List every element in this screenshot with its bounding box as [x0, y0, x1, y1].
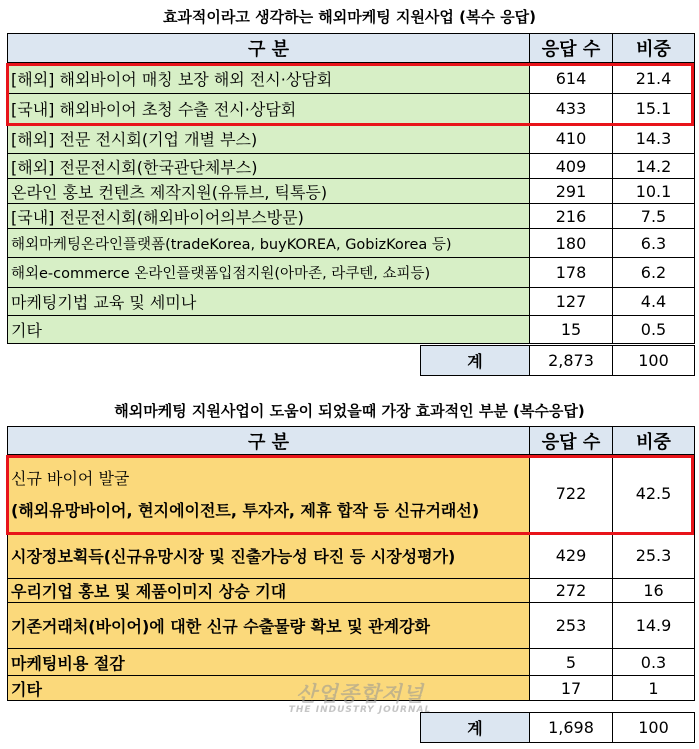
- table2: [7, 426, 695, 701]
- row-label: 온라인 홍보 컨텐츠 제작지원(유튜브, 틱톡등): [8, 179, 530, 204]
- row-label: 기타: [8, 676, 530, 701]
- col-header-share: 비중: [613, 427, 695, 455]
- row-label: [해외] 전문 전시회(기업 개별 부스): [8, 124, 530, 154]
- row-count: 429: [530, 533, 613, 579]
- col-header-category: 구 분: [8, 34, 530, 63]
- row-label: [국내] 전문전시회(해외바이어의부스방문): [8, 204, 530, 229]
- col-header-count: 응답 수: [530, 427, 613, 455]
- watermark-name: 산업종합저널: [296, 682, 424, 706]
- row-count: 180: [530, 229, 613, 258]
- row-label: 시장정보획득(신규유망시장 및 진출가능성 타진 등 시장성평가): [8, 533, 530, 579]
- row-label: [해외] 해외바이어 매칭 보장 해외 전시·상담회: [8, 63, 530, 94]
- total-share: 100: [613, 713, 695, 743]
- row-label: 기타: [8, 316, 530, 344]
- table1-title: 효과적이라고 생각하는 해외마케팅 지원사업 (복수 응답): [162, 8, 537, 26]
- row-share: 0.5: [613, 316, 695, 344]
- row-share: 1: [613, 676, 695, 701]
- row-share: 14.9: [613, 603, 695, 649]
- row-count: 17: [530, 676, 613, 701]
- table-row: [8, 229, 695, 258]
- row-label: 마케팅비용 절감: [8, 649, 530, 676]
- row-label: [국내] 해외바이어 초청 수출 전시·상담회: [8, 94, 530, 124]
- row-count: 15: [530, 316, 613, 344]
- table-row: [8, 258, 695, 288]
- row-share: 6.3: [613, 229, 695, 258]
- row-label-line2: (해외유망바이어, 현지에이전트, 투자자, 제휴 합작 등 신규거래선): [11, 500, 480, 520]
- row-count: 614: [530, 63, 613, 94]
- row-share: 6.2: [613, 258, 695, 288]
- total-count: 2,873: [530, 346, 613, 376]
- col-header-count: 응답 수: [530, 34, 613, 63]
- row-count: 178: [530, 258, 613, 288]
- row-label: 해외e-commerce 온라인플랫폼입점지원(아마존, 라쿠텐, 쇼피등): [8, 258, 530, 288]
- total-label: 계: [421, 713, 530, 743]
- row-share: 14.2: [613, 154, 695, 179]
- row-share: 10.1: [613, 179, 695, 204]
- table-row: [8, 603, 695, 649]
- row-count: 722: [530, 455, 613, 533]
- row-label: 해외마케팅온라인플랫폼(tradeKorea, buyKOREA, GobizKorea 등): [8, 229, 530, 258]
- col-header-category: 구 분: [8, 427, 530, 455]
- total-share: 100: [613, 346, 695, 376]
- row-count: 410: [530, 124, 613, 154]
- table2-total: [420, 712, 695, 743]
- row-share: 42.5: [613, 455, 695, 533]
- table-row: [8, 63, 695, 94]
- row-count: 272: [530, 579, 613, 603]
- table2-title: 해외마케팅 지원사업이 도움이 되었을때 가장 효과적인 부분 (복수응답): [114, 402, 585, 420]
- table-row: [8, 579, 695, 603]
- row-count: 253: [530, 603, 613, 649]
- table1-total: [420, 345, 695, 376]
- watermark-sub: THE INDUSTRY JOURNAL: [288, 705, 432, 715]
- row-label: 마케팅기법 교육 및 세미나: [8, 288, 530, 316]
- table-row: [8, 204, 695, 229]
- watermark: [275, 683, 445, 715]
- row-share: 25.3: [613, 533, 695, 579]
- table-row: [8, 124, 695, 154]
- row-label: 기존거래처(바이어)에 대한 신규 수출물량 확보 및 관계강화: [8, 603, 530, 649]
- table2-header-row: [8, 427, 695, 455]
- row-count: 409: [530, 154, 613, 179]
- row-count: 127: [530, 288, 613, 316]
- row-label: [해외] 전문전시회(한국관단체부스): [8, 154, 530, 179]
- table1-header-row: [8, 34, 695, 63]
- col-header-share: 비중: [613, 34, 695, 63]
- table-row: [8, 154, 695, 179]
- row-share: 4.4: [613, 288, 695, 316]
- total-label: 계: [421, 346, 530, 376]
- row-count: 291: [530, 179, 613, 204]
- table-row: [8, 316, 695, 344]
- row-share: 7.5: [613, 204, 695, 229]
- table-row: [8, 533, 695, 579]
- row-count: 433: [530, 94, 613, 124]
- row-count: 5: [530, 649, 613, 676]
- row-share: 15.1: [613, 94, 695, 124]
- row-label: [8, 455, 530, 533]
- row-share: 0.3: [613, 649, 695, 676]
- row-label: 우리기업 홍보 및 제품이미지 상승 기대: [8, 579, 530, 603]
- total-count: 1,698: [530, 713, 613, 743]
- row-label-line1: 신규 바이어 발굴: [11, 468, 130, 488]
- table1: [7, 33, 695, 344]
- table-row: [8, 94, 695, 124]
- row-share: 16: [613, 579, 695, 603]
- table-row: [8, 455, 695, 533]
- table-row: [8, 649, 695, 676]
- total-row: [421, 713, 695, 743]
- total-row: [421, 346, 695, 376]
- row-count: 216: [530, 204, 613, 229]
- table-row: [8, 179, 695, 204]
- row-share: 14.3: [613, 124, 695, 154]
- row-share: 21.4: [613, 63, 695, 94]
- table-row: [8, 288, 695, 316]
